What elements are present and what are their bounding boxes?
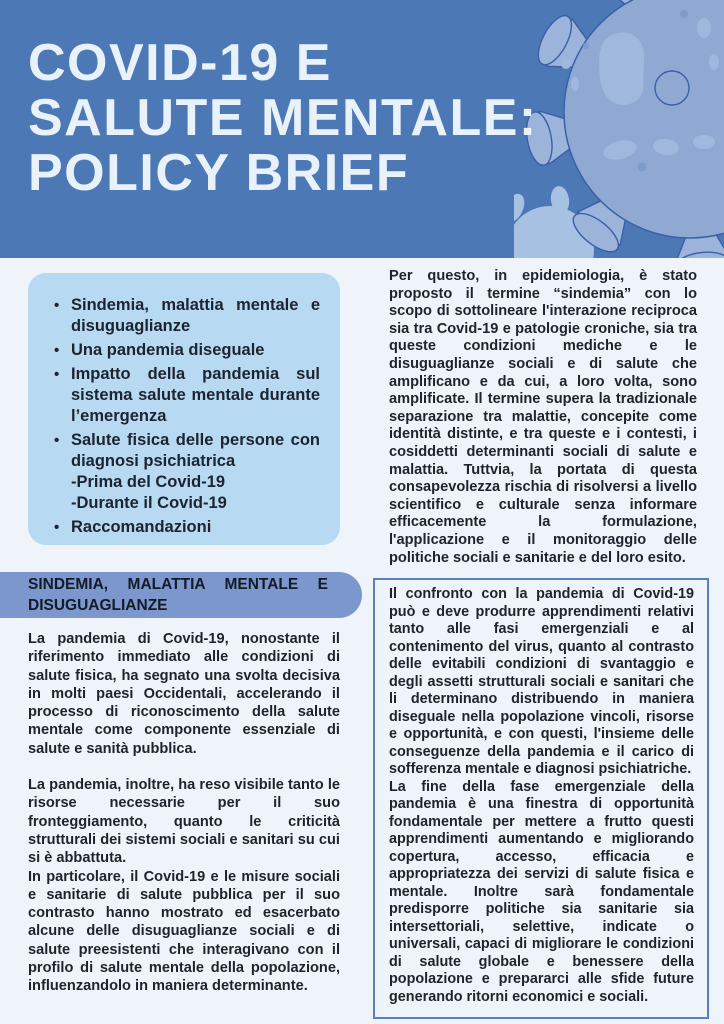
page-title-line-1: COVID-19 E xyxy=(28,34,332,92)
right-column-intro-paragraph: Per questo, in epidemiologia, è stato proposto il termine “sindemia” con lo scopo di sottolineare l'interazione reciproca sia tra Covid-19 e patologie croniche, sia tra queste condizioni mediche e le disuguaglianze sociali e di salute che amplificano e da cui, a loro volta, sono amplificate. Il termine supera la tradizionale separazione tra malattie, concepite come identità distinte, e tra queste e i contesti, i cosiddetti determinanti sociali di salute e malattia. Tuttvia, la portata di questa consapevolezza rischia di risolversi a livello scientifico e culturale senza informare efficacemente la formulazione, l'applicazione e il monitoraggio delle politiche sociali e sanitarie e del loro esito. xyxy=(389,268,697,566)
section-header-label: SINDEMIA, MALATTIA MENTALE E DISUGUAGLIANZE xyxy=(28,576,328,614)
page-title xyxy=(28,36,538,201)
callout-box xyxy=(373,578,709,1019)
virus-icon xyxy=(514,0,724,258)
toc-item-label: Una pandemia diseguale xyxy=(71,341,265,359)
callout-paragraph: Il confronto con la pandemia di Covid-19 può e deve produrre apprendimenti relativi tanto alle fasi emergenziali e al contenimento del virus, quanto al contrasto delle evitabili condizioni di svantaggio e degli assetti strutturali sociali e sanitari che li determinano distribuendo in maniera diseguale nella popolazione vincoli, risorse e opportunità, e con questi, l'insieme delle conseguenze della pandemia e il carico di sofferenza mentale e diagnosi psichiatriche. xyxy=(389,586,694,777)
toc-item-label: Sindemia, malattia mentale e disuguaglianze xyxy=(71,296,320,335)
section-header-bar xyxy=(0,572,362,618)
toc-list xyxy=(54,295,320,538)
left-column-body xyxy=(28,630,340,996)
toc-item xyxy=(54,430,320,514)
paragraph: La pandemia di Covid-19, nonostante il riferimento immediato alle condizioni di salute fisica, ha segnato una svolta decisiva in molti paesi Occidentali, accelerando il processo di riconoscimento della salute mentale come componente essenziale di salute e sanità pubblica. xyxy=(28,631,340,757)
toc-item xyxy=(54,517,320,538)
toc-box xyxy=(28,273,340,545)
toc-item xyxy=(54,364,320,427)
toc-item-label: Raccomandazioni xyxy=(71,518,212,536)
toc-item-label: Salute fisica delle persone con diagnosi psichiatrica xyxy=(71,431,320,470)
toc-subitem: -Prima del Covid-19 xyxy=(71,473,226,491)
header-banner xyxy=(0,0,724,258)
page-title-line-2: SALUTE MENTALE: xyxy=(28,89,538,147)
page-title-line-3: POLICY BRIEF xyxy=(28,144,410,202)
callout-paragraph: La fine della fase emergenziale della pandemia è una finestra di opportunità fondamentale per mettere a frutto questi apprendimenti aumentando e migliorando copertura, accesso, efficacia e appropriatezza dei servizi di salute fisica e mentale. Inoltre sarà fondamentale predisporre politiche sia sanitarie sia intersettoriali, selettive, indicate o universali, capaci di migliorare le condizioni di salute globale e benessere della popolazione e prepararci alle sfide future generando ritorni economici e sociali. xyxy=(389,778,694,1005)
toc-item xyxy=(54,295,320,337)
toc-item-label: Impatto della pandemia sul sistema salute mentale durante l’emergenza xyxy=(71,365,320,425)
paragraph: La pandemia, inoltre, ha reso visibile tanto le risorse necessarie per il suo fronteggiamento, quanto le criticità strutturali dei sistemi sociali e sanitari su cui si è abbattuta. xyxy=(28,777,340,867)
toc-item xyxy=(54,340,320,361)
paragraph: In particolare, il Covid-19 e le misure sociali e sanitarie di salute pubblica per il suo contrasto hanno mostrato ed esacerbato alcune delle disuguaglianze sociali e di salute preesistenti che interagivano con il profilo di salute mentale della popolazione, influenzandolo in maniera determinante. xyxy=(28,868,340,995)
toc-subitem: -Durante il Covid-19 xyxy=(71,494,227,512)
